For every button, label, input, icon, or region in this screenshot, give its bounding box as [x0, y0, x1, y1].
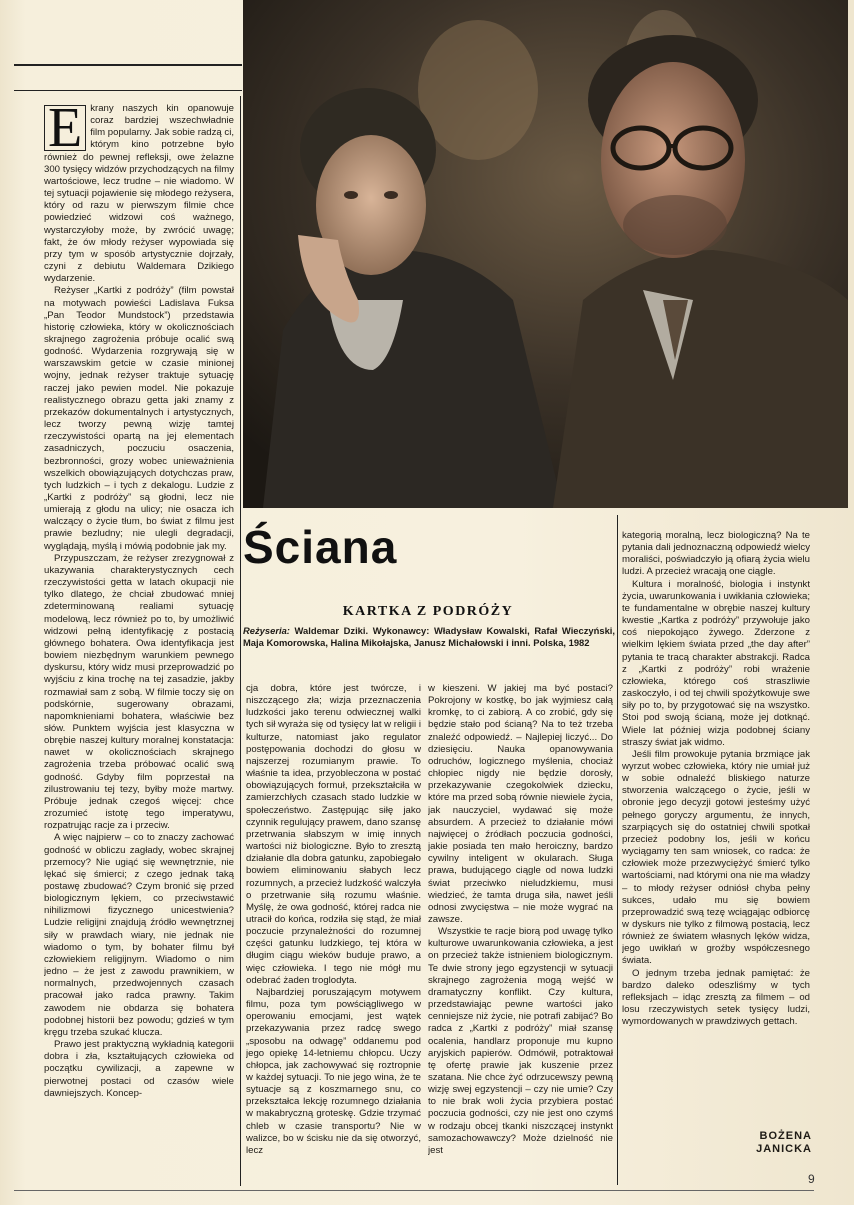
author-byline	[740, 1130, 812, 1156]
credits-text: Waldemar Dziki. Wykonawcy: Władysław Kowalski, Rafał Wieczyński, Maja Komorowska, Halina Mikołajska, Janusz Michałowski i inni. Polska, 1982	[243, 625, 615, 648]
paragraph: Kultura i moralność, biologia i instynkt życia, uwarunkowania i uwikłania człowieka; te fundamentalne w obrębie naszej kultury kwestie „Kartka z podróży” przywołuje jako coś niepokojąco żywego. Zderzone z wielkim lękiem świata przed „the day after” pytania te tracą charakter abstrakcji. Radca z „Kartki z podróży” robi wrażenie człowieka, którego coś straszliwie zaskoczyło, i od tej chwili spożytkowuje swe siły po to, by przygotować się na wszystko. Stoi pod swoją ścianą, może jej dotknąć. Wiele lat później wizja podobnej ściany straszy świat jak widmo.	[622, 578, 810, 748]
page-number: 9	[808, 1172, 815, 1186]
paragraph: cja dobra, które jest twórcze, i niszczącego zła; wizja przeznaczenia ludzkości jako terenu odwiecznej walki tych sił wyraża się od tysięcy lat w religii i kulturze, natomiast jako regulator postępowania dochodzi do głosu w najszerzej rozumianym prawie. To właśnie ta idea, przyobleczona w postać obowiązujących formuł, przekształciła w zamierzchłych czasach stado ludzkie w społeczeństwo. Zastępując siłę jako czynnik regulujący prawem, dano szansę przetrwania słabszym w imię innych wartości niż biologiczne. Było to zresztą działanie dla dobra gatunku, zapobiegało bowiem eliminowaniu słabych lecz rozumnych, a przecież ludzkość walczyła o przetrwanie siłą rozumu właśnie. Myślę, że owa godność, której radca nie utracił do końca, rodziła się stąd, że miał poczucie przynależności do rozumnej części gatunku ludzkiego, tej która w długim ciągu wieków buduje prawo, a więc człowieka. I tego nie mógł mu odebrać żaden troglodyta.	[246, 683, 421, 986]
film-title: KARTKA Z PODRÓŻY	[342, 604, 514, 619]
paragraph: Reżyser „Kartki z podróży” (film powstał na motywach powieści Ladislava Fuksa „Pan Teodor Mundstock”) przedstawia historię człowieka, który w okolicznościach skrajnego zagrożenia próbuje ocalić swą godność. Wydarzenia rozgrywają się w warszawskim getcie w czasie minionej wojny, jednak reżyser traktuje sytuację raczej jako pewien model. Nie pokazuje realistycznego obrazu getta jaki znamy z przekazów dokumentalnych i artystycznych, lecz tworzy pewną wizję tamtej rzeczywistości opartą na jej elementach zasadniczych, poczuciu osaczenia, bezbronności, grozy wobec unieważnienia wszelkich obowiązujących dotychczas praw, tych ludzkich – i tych z dekalogu. Ludzie z „Kartki z podróży” są głodni, lecz nie umierają z głodu na ulicy; nie osacza ich walczący o życie tłum, bo świat z filmu jest prawie bezludny; nie ulegli degradacji, wyglądają, myślą i mówią podobnie jak my.	[44, 285, 234, 552]
article-title: Ściana	[243, 521, 398, 573]
paragraph: Jeśli film prowokuje pytania brzmiące jak wyrzut wobec człowieka, który nie umiał już w sobie odnaleźć bliskiego naturze stworzenia walczącego o życie, jeśli w obronie jego decyzji gotowi jesteśmy użyć pełnego goryczy argumentu, że innych, szarpiących się do ostatniej chwili spotkał przecież podobny los, jeśli w końcu wyciągamy ten sam wniosek, co radca: że człowiek może przezwyciężyć śmierć tylko wartościami, nad którymi ona nie ma władzy – to młody reżyser odniósł chyba pełny sukces, udało mu się bowiem przeprowadzić swą tezę wciągając odbiorcę w dyskurs nie tylko z filmową postacią, lecz również ze światem własnych lęków widza, jego uwikłań w groźby współczesnego świata.	[622, 748, 810, 967]
author-first-name: BOŻENA	[759, 1130, 812, 1142]
drop-cap: E	[44, 105, 86, 151]
article-column-2	[246, 683, 421, 1188]
column-divider	[240, 96, 241, 1186]
article-column-1	[44, 103, 234, 1188]
header-rule-bottom	[14, 90, 242, 91]
paragraph-text: krany naszych kin opanowuje coraz bardziej wszechwładnie film popularny. Jak sobie radzą ci, którym kino potrzebne było również do pewnej refleksji, owe żelazne 300 tysięcy widzów przychodzących na filmy wartościowe, lecz trudne – nie wiadomo. W tej sytuacji pojawienie się młodego reżysera, który od razu w pierwszym filmie chce powiedzieć widzowi coś ważnego, wystarczyłoby może, by zwrócić uwagę; fakt, że ów młody reżyser wypowiada się przy tym w sposób artystycznie dojrzały, czyni z debiutu Waldemara Dzikiego wydarzenie.	[44, 103, 234, 285]
paragraph: O jednym trzeba jednak pamiętać: że bardzo daleko odeszliśmy w tych refleksjach – idąc zresztą za filmem – od losu rzeczywistych setek tysięcy ludzi, wymordowanych w prawdziwych gettach.	[622, 967, 810, 1028]
paragraph: Prawo jest praktyczną wykładnią kategorii dobra i zła, kształtujących człowieka od początku cywilizacji, a zapewne w pierwotnej postaci od czasów wiele dawniejszych. Koncep-	[44, 1039, 234, 1099]
column-divider	[617, 515, 618, 1185]
paragraph: Przypuszczam, że reżyser zrezygnował z ukazywania charakterystycznych cech rzeczywistości getta w latach okupacji nie tylko dlatego, że chciał zbudować mniej zdeterminowaną realiami sytuację modelową, lecz również po to, by umożliwić widzowi pełną identyfikację z postacią głównego bohatera. Owa identyfikacja jest bowiem niezbędnym warunkiem pewnego dyskursu, który widz musi przeprowadzić po wyjściu z kina trochę na tej zasadzie, jakby rozmawiał sam z sobą. W filmie toczy się on podskórnie, sugerowany obrazami, napomknieniami bohatera, właściwie bez słów. Punktem wyjścia jest klasyczna w obrębie naszej kultury moralnej konstatacja: nawet w okolicznościach skrajnego zagrożenia trzeba próbować ocalić swą godność. Gdyby film poprzestał na zilustrowaniu tej tezy, byłby może martwy. Próbuje jednak czegoś więcej: chce zrozumieć istotę tego imperatywu, rozpatrując racje za i przeciw.	[44, 552, 234, 832]
paragraph-intro	[44, 103, 234, 285]
film-still-photo	[243, 0, 848, 508]
article-column-3	[428, 683, 613, 1188]
paragraph: Wszystkie te racje biorą pod uwagę tylko kulturowe uwarunkowania człowieka, a jest on przecież także istnieniem biologicznym. Te dwie strony jego egzystencji w sytuacji skrajnego zagrożenia mogą wejść w dramatyczny konflikt. Czy kultura, przedstawiając pewne wartości jako cenniejsze niż życie, nie potrafi zabijać? Bo radca z „Kartki z podróży” miał szansę ocalenia, handlarz proponuje mu kupno aryjskich papierów. Odmówił, potraktował tę ofertę prawie jak kuszenie przez szatana. Nie chce żyć odrzucewszy pewną wizję swej egzystencji – czy nie umie? Czy to nie brak woli życia przybiera postać poczucia godności, czy nie jest ono czymś w rodzaju obcej tkanki niszczącej instynkt samozachowawczy? Może dzielność nie jest	[428, 926, 613, 1156]
film-credits	[243, 625, 615, 649]
author-last-name: JANICKA	[756, 1143, 812, 1155]
credits-label: Reżyseria:	[243, 625, 290, 636]
header-rule-top	[14, 64, 242, 66]
paragraph: w kieszeni. W jakiej ma być postaci? Pokrojony w kostkę, bo jak wyjmiesz całą kromkę, to ci zabiorą. A co zrobić, gdy się będzie stało pod ścianą? Na to też trzeba znaleźć odpowiedź. – Najlepiej liczyć... Do dziesięciu. Nauka opanowywania odruchów, logicznego myślenia, chociaż chłopiec nigdy nie będzie dorosły, przekazywanie czegokolwiek dziecku, które ma przed sobą równie niewiele życia, jak nauczyciel, wydawać się może absurdem. A przecież to działanie mówi najwięcej o źródłach poczucia godności, jakie posiada ten mało heroiczny, bardzo cywilny inteligent w okularach. Sługa prawa, budującego ciągle od nowa ludzki świat przeciwko nieludzkiemu, musi wiedzieć, że tamta druga siła, nawet jeśli odnosi zwycięstwa – nie może wygrać na zawsze.	[428, 683, 613, 925]
film-still-illustration	[243, 0, 848, 508]
paragraph: kategorią moralną, lecz biologiczną? Na te pytania dali jednoznaczną odpowiedź wielcy moraliści, poświadczyło ją ofiarą życia wielu ludzi. A przecież wracają one ciągle.	[622, 530, 810, 578]
footer-rule	[14, 1190, 814, 1191]
paragraph: A więc najpierw – co to znaczy zachować godność w obliczu zagłady, wobec skrajnej przemocy? Nie ugiąć się wewnętrznie, nie lękać się śmierci; z czego jednak taką postawę zbudować? Czym bronić się przed biologicznym lękiem, co przeciwstawić nihilizmowi fizycznego unicestwienia? Ludzie religijni znajdują źródło wewnętrznej siły w prawdach wiary, nie jednak nie wiadomo o tym, by bohater filmu był człowiekiem religijnym. Wiadomo o nim jedno – że jest z zawodu prawnikiem, w normalnych, przedwojennych czasach pracował jako radca prawny. Takim zawodem nie obdarza się bohatera podobnej historii bez powodu; gdzieś w tym kręgu trzeba szukać klucza.	[44, 832, 234, 1038]
article-column-4	[622, 530, 810, 1125]
paragraph: Najbardziej poruszającym motywem filmu, poza tym powściągliwego w operowaniu emocjami, jest wątek przekazywania przez radcę swego „sposobu na odwagę” oddanemu pod jego opiekę 14-letniemu chłopcu. Uczy chłopca, jak zachowywać się roztropnie w każdej sytuacji. To nie jego wina, że te sytuacje są z koszmarnego snu, co przekształca lekcję rozumnego działania w makabryczną groteskę. Gdzie trzymać chleb w czasie transportu? Nie w walizce, bo w ścisku nie da się otworzyć, lecz	[246, 986, 421, 1156]
